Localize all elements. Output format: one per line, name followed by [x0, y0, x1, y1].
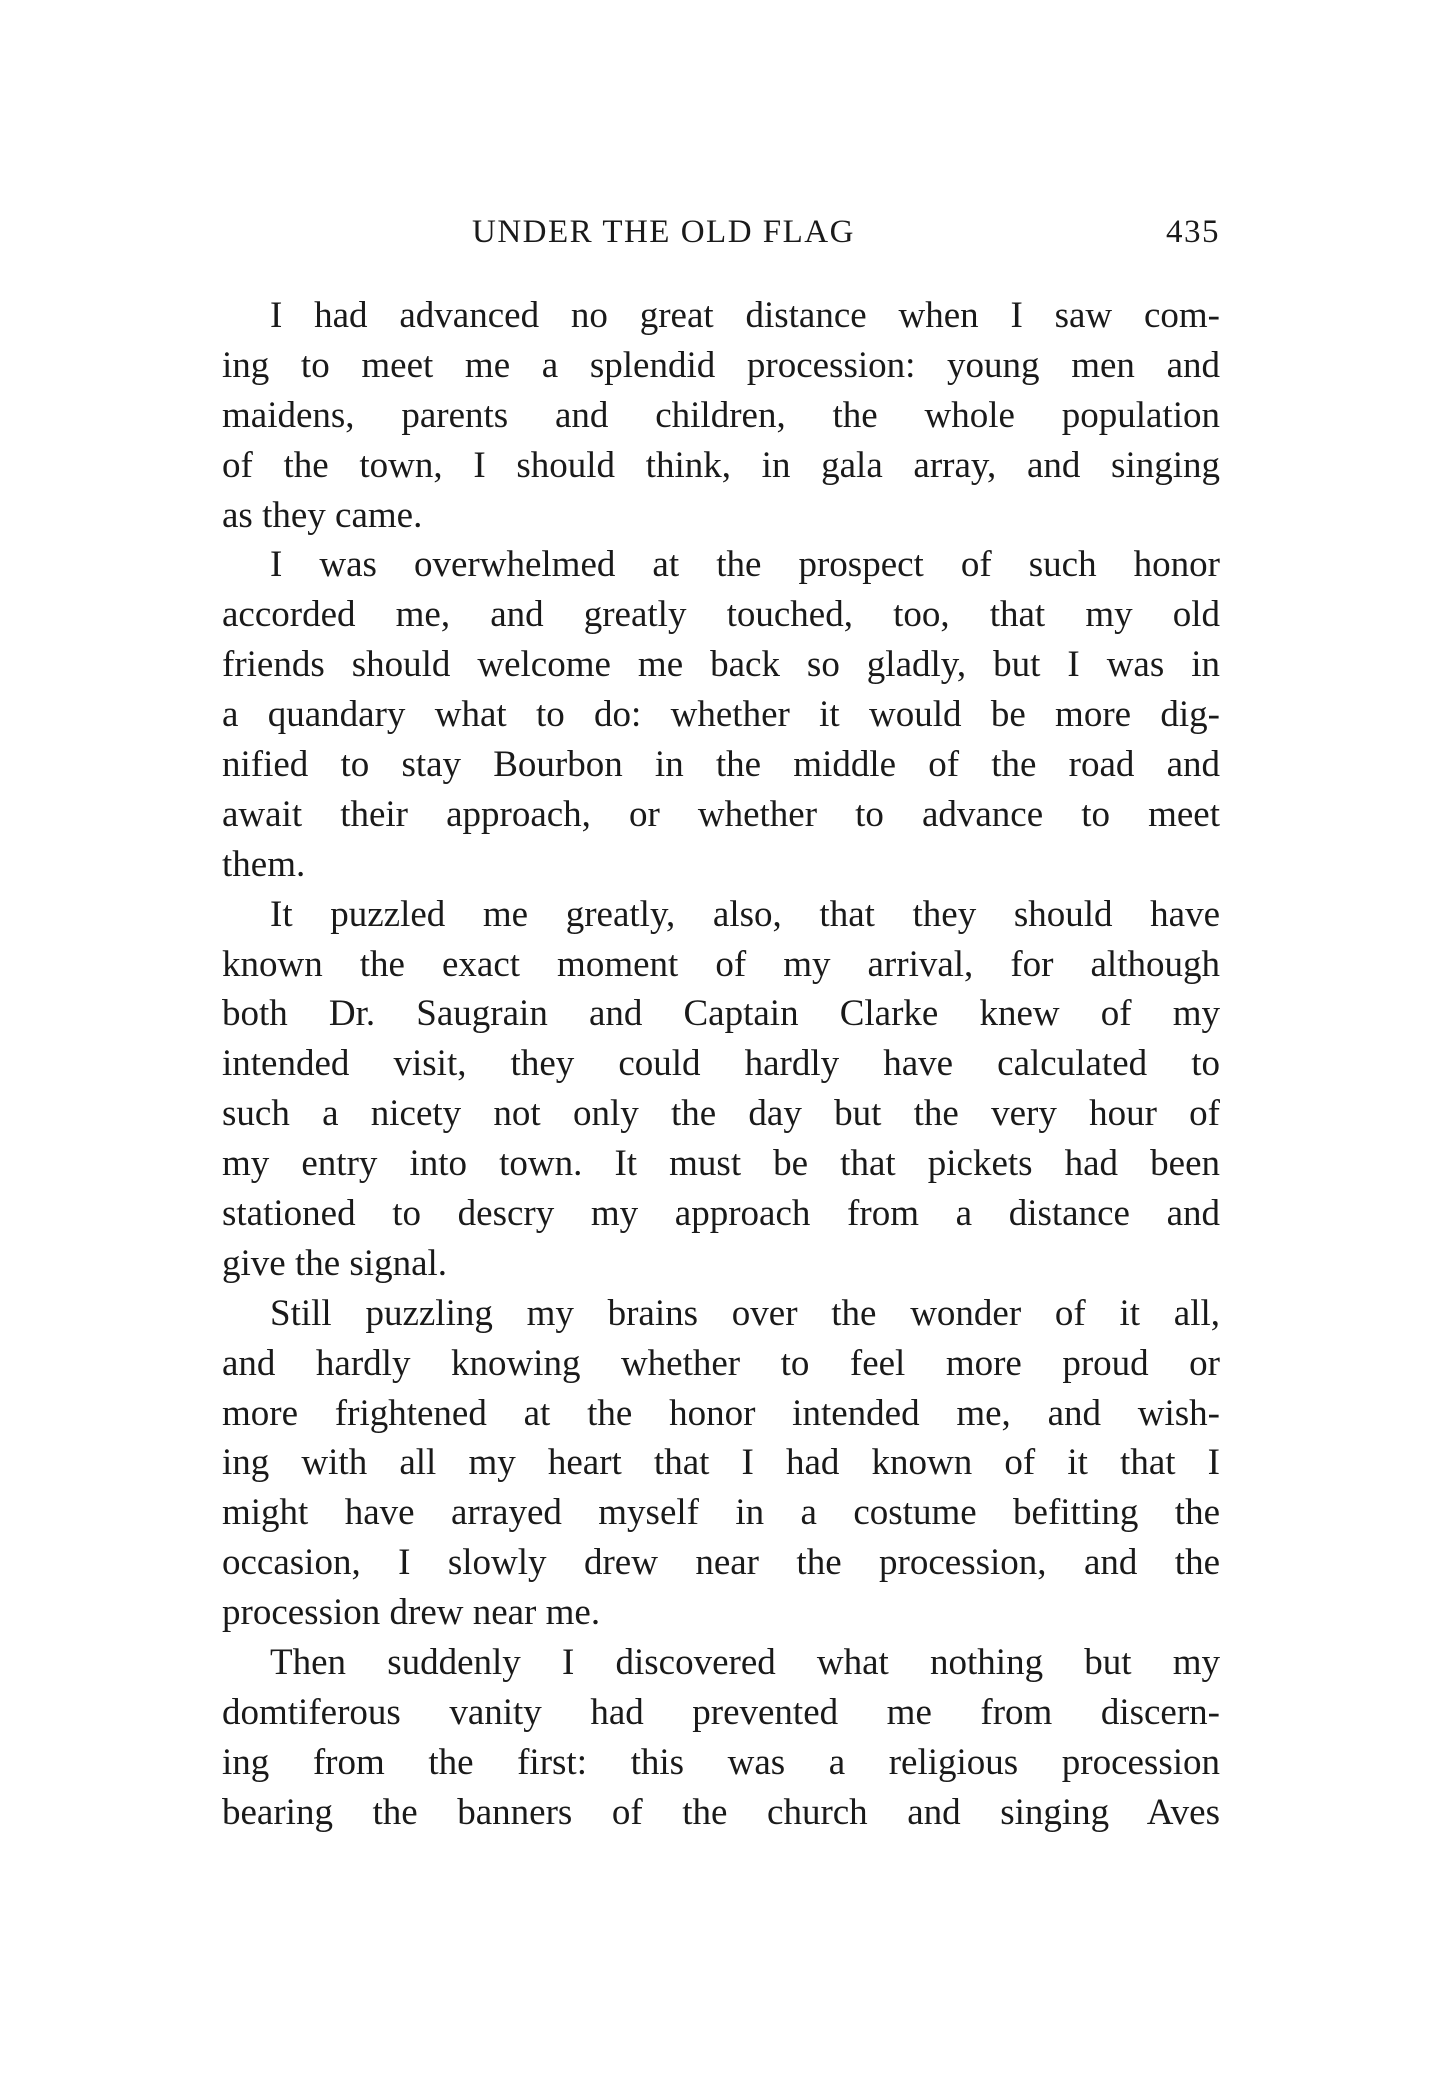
text-line: stationed to descry my approach from a distance and: [222, 1193, 1220, 1235]
text-line: I had advanced no great distance when I saw com-: [270, 295, 1220, 336]
text-line: occasion, I slowly drew near the procession, and the: [222, 1542, 1220, 1584]
text-line: and hardly knowing whether to feel more proud or: [222, 1342, 1220, 1384]
text-line: ing to meet me a splendid procession: young men and: [222, 344, 1220, 386]
paragraph: [222, 540, 1220, 889]
text-line: ing from the first: this was a religious procession: [222, 1741, 1220, 1783]
paragraph: [222, 1289, 1220, 1638]
text-line: procession drew near me.: [222, 1592, 601, 1634]
page-number: 435: [1166, 214, 1220, 250]
text-line: Then suddenly I discovered what nothing but my: [270, 1642, 1220, 1684]
text-line: a quandary what to do: whether it would be more dig-: [222, 694, 1220, 736]
text-line: friends should welcome me back so gladly, but I was in: [222, 644, 1220, 686]
page-body: [222, 291, 1220, 1838]
text-line: ing with all my heart that I had known of it that I: [222, 1442, 1220, 1484]
text-line: It puzzled me greatly, also, that they should have: [270, 893, 1220, 935]
text-line: maidens, parents and children, the whole population: [222, 394, 1220, 436]
text-line: them.: [222, 843, 306, 885]
text-line: nified to stay Bourbon in the middle of the road and: [222, 744, 1220, 786]
paragraph: [222, 291, 1220, 540]
text-line: such a nicety not only the day but the very hour of: [222, 1093, 1220, 1135]
paragraph: [222, 890, 1220, 1289]
text-line: give the signal.: [222, 1242, 448, 1284]
text-line: Still puzzling my brains over the wonder of it all,: [270, 1292, 1220, 1334]
text-line: both Dr. Saugrain and Captain Clarke knew of my: [222, 993, 1220, 1035]
running-header: [222, 214, 1220, 260]
running-title: UNDER THE OLD FLAG: [472, 214, 855, 250]
text-line: as they came.: [222, 494, 423, 536]
text-line: bearing the banners of the church and singing Aves: [222, 1791, 1220, 1833]
text-line: accorded me, and greatly touched, too, that my old: [222, 594, 1220, 636]
paragraph: [222, 1638, 1220, 1838]
text-line: I was overwhelmed at the prospect of such honor: [270, 544, 1220, 586]
text-line: intended visit, they could hardly have calculated to: [222, 1043, 1220, 1085]
text-line: of the town, I should think, in gala array, and singing: [222, 444, 1220, 486]
text-line: await their approach, or whether to advance to meet: [222, 793, 1220, 835]
text-line: more frightened at the honor intended me, and wish-: [222, 1392, 1220, 1434]
text-line: my entry into town. It must be that pickets had been: [222, 1143, 1220, 1185]
text-line: might have arrayed myself in a costume befitting the: [222, 1492, 1220, 1534]
text-line: domtiferous vanity had prevented me from discern-: [222, 1691, 1220, 1733]
text-line: known the exact moment of my arrival, for although: [222, 943, 1220, 985]
